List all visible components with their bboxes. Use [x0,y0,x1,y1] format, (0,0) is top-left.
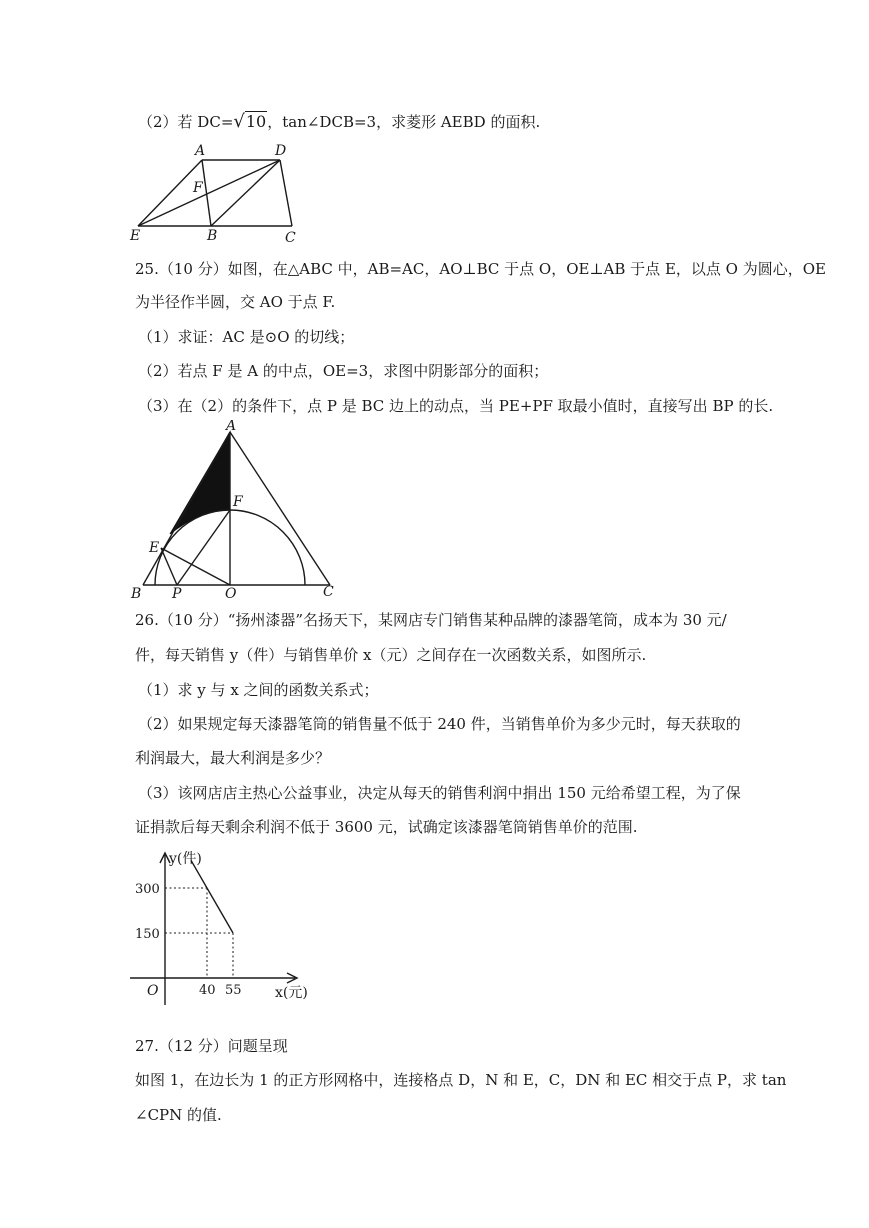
x-axis-label: x(元) [275,985,308,1001]
y-axis-label: y(件) [169,851,202,867]
figure-sales-chart [125,845,335,1010]
problem-26-part-3-line-2: 证捐款后每天剩余利润不低于 3600 元，试确定该漆器笔筒销售单价的范围. [135,818,638,836]
problem-25-part-2: （2）若点 F 是 A 的中点，OE=3，求图中阴影部分的面积； [138,362,549,380]
x-tick-label-55: 55 [225,983,242,998]
problem-25-line-1: 25.（10 分）如图，在△ABC 中，AB=AC，AO⊥BC 于点 O，OE⊥AB 于点 E，以点 O 为圆心，OE [135,260,826,278]
problem-26-part-1: （1）求 y 与 x 之间的函数关系式； [138,681,379,699]
series-line [191,860,233,933]
problem-25-part-3: （3）在（2）的条件下，点 P 是 BC 边上的动点，当 PE+PF 取最小值时，直接写出 BP 的长. [138,397,774,415]
problem-26-line-1: 26.（10 分）“扬州漆器”名扬天下，某网店专门销售某种品牌的漆器笔筒，成本为 30 元/ [135,611,727,629]
segment-PE [161,548,177,585]
sqrt-sign: √ [233,111,245,132]
problem-24-part-2-text-b: ，tan∠DCB=3，求菱形 AEBD 的面积. [267,113,541,131]
label-O: O [225,586,237,600]
y-tick-label-150: 150 [135,927,160,942]
label-F: F [193,180,203,196]
label-F: F [233,494,243,510]
problem-24-part-2 [138,112,540,132]
side-AC [230,432,330,585]
sqrt-radicand: 10 [245,112,267,131]
problem-26-line-2: 件，每天销售 y（件）与销售单价 x（元）之间存在一次函数关系，如图所示. [135,646,647,664]
label-P: P [172,586,182,600]
segment-DC [280,160,292,226]
segment-OE [161,548,230,585]
problem-27-line-2: 如图 1，在边长为 1 的正方形网格中，连接格点 D，N 和 E，C，DN 和 EC 相交于点 P，求 tan [135,1071,787,1089]
problem-26-part-2-line-1: （2）如果规定每天漆器笔筒的销售量不低于 240 件，当销售单价为多少元时，每天获取的 [138,715,741,733]
problem-27-line-3: ∠CPN 的值. [135,1106,222,1124]
problem-24-part-2-text-a: （2）若 DC= [138,113,234,131]
y-tick-label-300: 300 [135,882,160,897]
problem-26-part-3-line-1: （3）该网店店主热心公益事业，决定从每天的销售利润中捐出 150 元给希望工程，为了保 [138,784,741,802]
problem-25-line-2: 为半径作半圆，交 AO 于点 F. [135,293,336,311]
label-C: C [285,230,296,246]
label-B: B [131,586,142,600]
label-E: E [149,540,160,556]
problem-25-part-1: （1）求证：AC 是⊙O 的切线； [138,328,355,346]
label-A: A [226,420,237,434]
segment-BD [211,160,280,226]
label-A: A [195,143,206,159]
origin-label: O [147,983,159,999]
figure-rhombus [125,140,315,250]
problem-27-line-1: 27.（12 分）问题呈现 [135,1037,288,1055]
figure-triangle-semicircle [125,420,355,600]
label-B: B [207,228,218,244]
x-tick-label-40: 40 [199,983,216,998]
label-E: E [130,228,141,244]
label-C: C [323,584,334,600]
problem-26-part-2-line-2: 利润最大，最大利润是多少？ [135,749,331,767]
label-D: D [275,143,287,159]
